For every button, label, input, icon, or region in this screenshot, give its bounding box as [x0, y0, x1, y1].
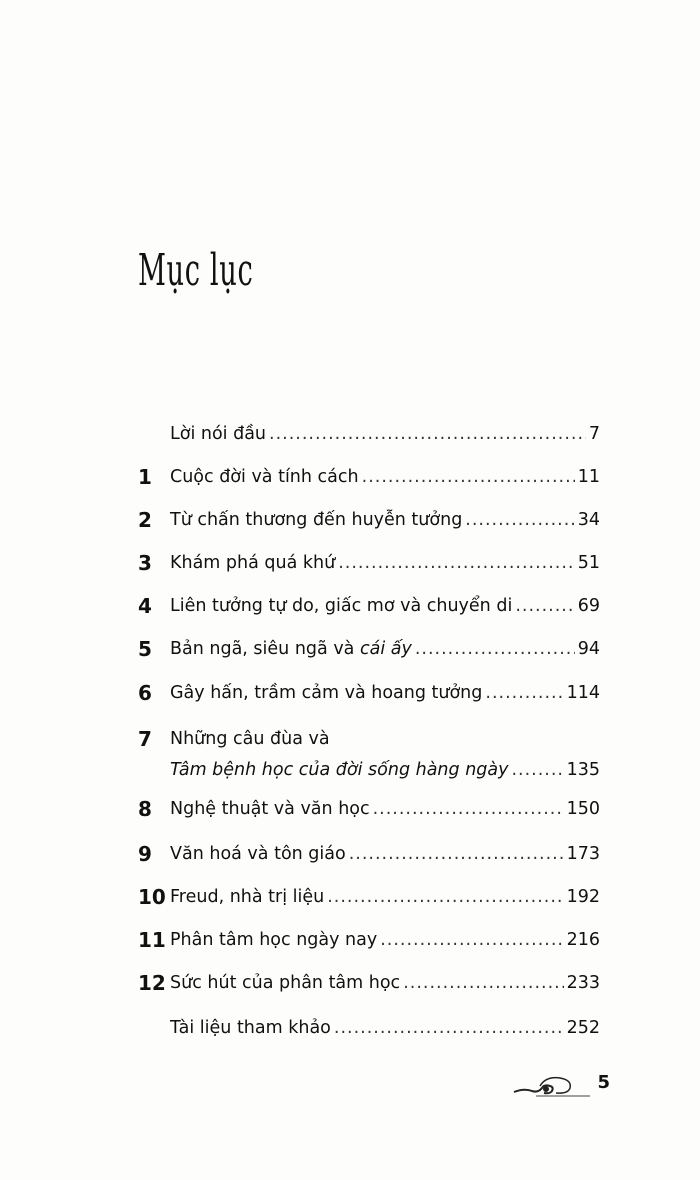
entry-page: 51: [577, 553, 600, 573]
entry-label: Nghệ thuật và văn học: [170, 799, 370, 819]
entry-label-italic: cái ấy: [359, 639, 412, 659]
toc-entry-10[interactable]: [138, 885, 600, 909]
page-number: 5: [597, 1072, 610, 1093]
entry-label: Lời nói đầu: [170, 424, 267, 444]
entry-label: Văn hoá và tôn giáo: [170, 844, 346, 864]
entry-label: Từ chấn thương đến huyễn tưởng: [170, 510, 463, 530]
page-title: Mục lục: [138, 245, 254, 296]
entry-page: 150: [566, 799, 600, 819]
entry-page: 94: [577, 639, 600, 659]
entry-page: 252: [566, 1018, 600, 1038]
leader-dots: [334, 1016, 564, 1040]
entry-label: Tài liệu tham khảo: [170, 1018, 331, 1038]
leader-dots: [327, 885, 563, 909]
leader-dots: [515, 594, 574, 618]
entry-label: Cuộc đời và tính cách: [170, 467, 359, 487]
chapter-number: 10: [138, 885, 166, 909]
toc-entry-2[interactable]: [138, 508, 600, 532]
chapter-number: 4: [138, 594, 152, 618]
leader-dots: [362, 465, 575, 489]
entry-page: 34: [577, 510, 600, 530]
toc-entry-5[interactable]: [138, 637, 600, 661]
leader-dots: [415, 637, 575, 661]
entry-page: 69: [577, 596, 600, 616]
page-footer: [510, 1066, 610, 1106]
entry-page: 192: [566, 887, 600, 907]
toc-entry-4[interactable]: [138, 594, 600, 618]
toc-entry-references[interactable]: [138, 1016, 600, 1040]
entry-label: Phân tâm học ngày nay: [170, 930, 378, 950]
chapter-number: 5: [138, 637, 152, 661]
leader-dots: [403, 971, 563, 995]
leader-dots: [269, 422, 586, 446]
leader-dots: [380, 928, 563, 952]
chapter-number: 2: [138, 508, 152, 532]
entry-page: 173: [566, 844, 600, 864]
chapter-number: 12: [138, 971, 166, 995]
leader-dots: [485, 681, 563, 705]
entry-label: [170, 637, 412, 661]
toc-entry-11[interactable]: [138, 928, 600, 952]
leader-dots: [511, 758, 563, 782]
entry-page: 114: [566, 683, 600, 703]
toc-entry-preface[interactable]: [138, 422, 600, 446]
chapter-number: 1: [138, 465, 152, 489]
chapter-number: 8: [138, 797, 152, 821]
entry-label-italic: Tâm bệnh học của đời sống hàng ngày: [170, 760, 509, 780]
chapter-number: 9: [138, 842, 152, 866]
toc-entry-7[interactable]: [138, 727, 600, 783]
entry-page: 135: [566, 760, 600, 780]
leader-dots: [465, 508, 574, 532]
chapter-number: 3: [138, 551, 152, 575]
leader-dots: [373, 797, 564, 821]
entry-page: 216: [566, 930, 600, 950]
entry-page: 233: [566, 973, 600, 993]
toc-entry-3[interactable]: [138, 551, 600, 575]
entry-page: 11: [577, 467, 600, 487]
chapter-number: 11: [138, 928, 166, 952]
entry-label: Khám phá quá khứ: [170, 553, 336, 573]
flourish-icon: [510, 1066, 590, 1102]
toc-entry-12[interactable]: [138, 971, 600, 995]
toc-entry-1[interactable]: [138, 465, 600, 489]
chapter-number: 7: [138, 727, 152, 751]
entry-label-main: Bản ngã, siêu ngã và: [170, 639, 360, 659]
toc-entry-6[interactable]: [138, 681, 600, 705]
toc-entry-8[interactable]: [138, 797, 600, 821]
chapter-number: 6: [138, 681, 152, 705]
toc-entry-9[interactable]: [138, 842, 600, 866]
leader-dots: [338, 551, 575, 575]
entry-label: Sức hút của phân tâm học: [170, 973, 401, 993]
entry-label: Liên tưởng tự do, giấc mơ và chuyển di: [170, 596, 513, 616]
entry-label: Freud, nhà trị liệu: [170, 887, 325, 907]
entry-page: 7: [588, 424, 600, 444]
entry-label-line1: Những câu đùa và: [170, 729, 330, 749]
entry-label: Gây hấn, trầm cảm và hoang tưởng: [170, 683, 483, 703]
leader-dots: [349, 842, 564, 866]
